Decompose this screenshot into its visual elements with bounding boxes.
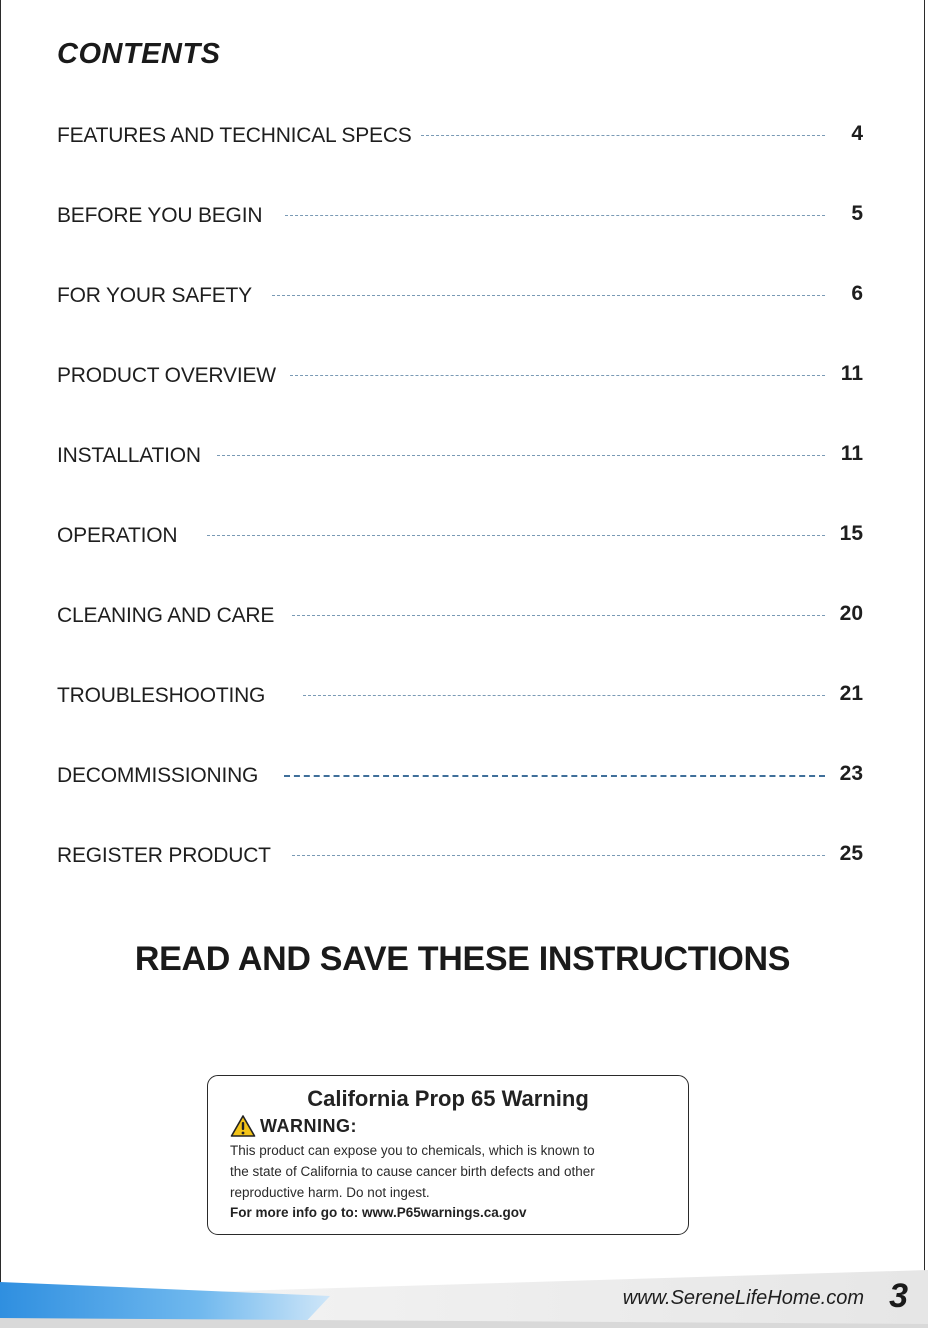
website-link[interactable]: www.SereneLifeHome.com xyxy=(622,1287,864,1309)
toc-row[interactable] xyxy=(57,280,863,320)
toc-label: INSTALLATION xyxy=(57,444,201,467)
toc-row[interactable] xyxy=(57,680,863,720)
prop65-warning-box xyxy=(207,1075,689,1235)
toc-row[interactable] xyxy=(57,520,863,560)
toc-label: TROUBLESHOOTING xyxy=(57,684,266,707)
prop65-title: California Prop 65 Warning xyxy=(307,1086,589,1111)
toc-leader-dots xyxy=(285,215,825,216)
toc-leader-dots xyxy=(303,695,825,696)
toc-page-number: 20 xyxy=(839,602,863,625)
toc-leader-dots xyxy=(207,535,825,536)
toc-row[interactable] xyxy=(57,760,863,800)
toc-page-number: 6 xyxy=(851,282,863,305)
read-and-save-heading: READ AND SAVE THESE INSTRUCTIONS xyxy=(134,940,791,978)
prop65-info-link[interactable]: For more info go to: www.P65warnings.ca.gov xyxy=(230,1205,527,1220)
toc-row[interactable] xyxy=(57,360,863,400)
toc-leader-dots xyxy=(290,375,825,376)
warning-label: WARNING: xyxy=(260,1116,357,1136)
toc-page-number: 21 xyxy=(839,682,863,705)
toc-label: BEFORE YOU BEGIN xyxy=(57,204,263,227)
toc-row[interactable] xyxy=(57,200,863,240)
toc-leader-dots xyxy=(421,135,825,136)
toc-label: FEATURES AND TECHNICAL SPECS xyxy=(57,124,412,147)
toc-label: DECOMMISSIONING xyxy=(57,764,259,787)
toc-page-number: 25 xyxy=(839,842,863,865)
prop65-body xyxy=(230,1140,675,1203)
toc-leader-dots xyxy=(284,775,825,777)
toc-page-number: 4 xyxy=(851,122,863,145)
toc-label: PRODUCT OVERVIEW xyxy=(57,364,276,387)
toc-row[interactable] xyxy=(57,440,863,480)
toc-label: REGISTER PRODUCT xyxy=(57,844,271,867)
toc-page-number: 15 xyxy=(839,522,863,545)
prop65-body-line: reproductive harm. Do not ingest. xyxy=(230,1185,430,1200)
toc-row[interactable] xyxy=(57,840,863,880)
toc-label: CLEANING AND CARE xyxy=(57,604,275,627)
prop65-body-line: the state of California to cause cancer birth defects and other xyxy=(230,1164,595,1179)
toc-page-number: 5 xyxy=(851,202,863,225)
toc-page-number: 11 xyxy=(840,442,863,465)
toc-row[interactable] xyxy=(57,120,863,160)
toc-page-number: 23 xyxy=(839,762,863,785)
toc-leader-dots xyxy=(292,615,825,616)
toc-label: FOR YOUR SAFETY xyxy=(57,284,252,307)
toc-page-number: 11 xyxy=(840,362,863,385)
toc-row[interactable] xyxy=(57,600,863,640)
toc-leader-dots xyxy=(292,855,825,856)
toc-label: OPERATION xyxy=(57,524,178,547)
toc-leader-dots xyxy=(272,295,825,296)
prop65-body-line: This product can expose you to chemicals, which is known to xyxy=(230,1143,595,1158)
page-number: 3 xyxy=(889,1277,908,1315)
toc-leader-dots xyxy=(217,455,825,456)
warning-triangle-icon xyxy=(230,1114,256,1138)
contents-title: CONTENTS xyxy=(57,38,221,70)
